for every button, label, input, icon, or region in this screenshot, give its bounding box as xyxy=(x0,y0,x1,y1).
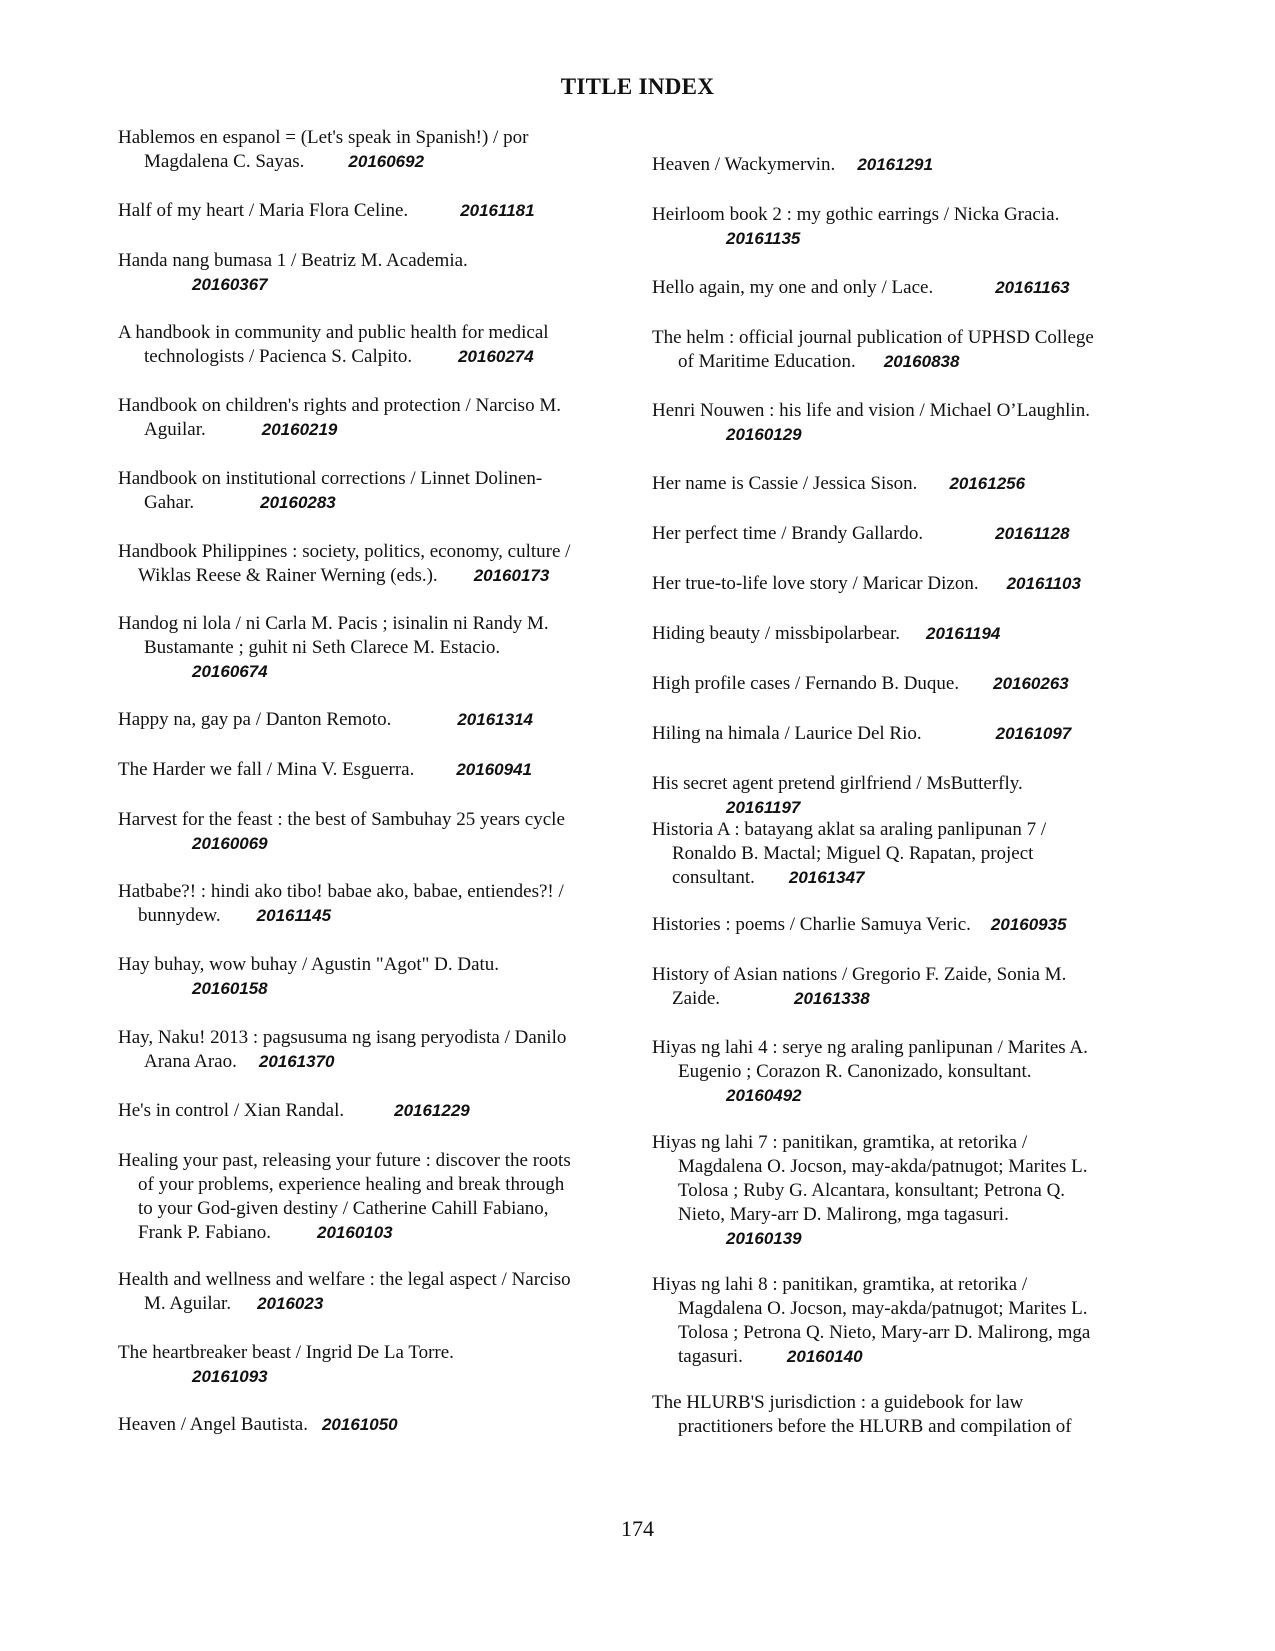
entry-line: Half of my heart / Maria Flora Celine. xyxy=(118,200,409,221)
entry-line: Henri Nouwen : his life and vision / Michael O’Laughlin. xyxy=(652,400,1090,421)
entry-line: practitioners before the HLURB and compilation of xyxy=(678,1416,1072,1437)
entry-id: 20160367 xyxy=(192,275,268,294)
entry-id: 20160069 xyxy=(192,834,268,853)
entry-id: 20160274 xyxy=(458,347,534,366)
entry-line: Health and wellness and welfare : the legal aspect / Narciso xyxy=(118,1269,571,1290)
entry-line: Hiyas ng lahi 8 : panitikan, gramtika, at retorika / xyxy=(652,1274,1028,1295)
entry-line: Wiklas Reese & Rainer Werning (eds.). xyxy=(138,565,438,586)
entry-line: Arana Arao. xyxy=(144,1051,237,1072)
index-entry xyxy=(118,1149,628,1245)
entry-line: Handa nang bumasa 1 / Beatriz M. Academia. xyxy=(118,250,468,271)
index-entry xyxy=(652,672,1162,696)
entry-id: 20161338 xyxy=(794,989,870,1008)
entry-id: 20160140 xyxy=(786,1347,863,1366)
entry-line: He's in control / Xian Randal. xyxy=(118,1100,345,1121)
index-entry xyxy=(652,1273,1162,1369)
entry-id: 20161370 xyxy=(258,1052,335,1071)
index-entry xyxy=(118,708,628,732)
index-entry xyxy=(118,1026,628,1074)
entry-line: The heartbreaker beast / Ingrid De La Torre. xyxy=(118,1342,454,1363)
entry-line: High profile cases / Fernando B. Duque. xyxy=(652,673,960,694)
entry-line: consultant. xyxy=(672,867,755,888)
entry-line: Hay buhay, wow buhay / Agustin "Agot" D. Datu. xyxy=(118,954,500,975)
entry-line: tagasuri. xyxy=(678,1346,743,1367)
index-entry xyxy=(118,1099,628,1123)
entry-line: The helm : official journal publication of UPHSD College xyxy=(652,327,1094,348)
entry-line: History of Asian nations / Gregorio F. Zaide, Sonia M. xyxy=(652,964,1067,985)
entry-line: Magdalena C. Sayas. xyxy=(144,151,305,172)
entry-line: Heirloom book 2 : my gothic earrings / Nicka Gracia. xyxy=(652,204,1060,225)
entry-id: 20161145 xyxy=(256,906,332,925)
entry-line: Harvest for the feast : the best of Sambuhay 25 years cycle xyxy=(118,809,565,830)
index-entry xyxy=(652,522,1162,546)
index-entry xyxy=(118,1413,628,1437)
entry-id: 20160674 xyxy=(192,662,268,681)
index-entry xyxy=(652,203,1162,251)
entry-id: 20161163 xyxy=(995,278,1070,297)
entry-id: 20161229 xyxy=(394,1101,470,1120)
entry-line: Ronaldo B. Mactal; Miguel Q. Rapatan, project xyxy=(672,843,1034,864)
index-entry xyxy=(118,394,628,442)
index-entry xyxy=(652,153,1162,177)
entry-line: Magdalena O. Jocson, may-akda/patnugot; Marites L. xyxy=(678,1298,1088,1319)
entry-line: Gahar. xyxy=(144,492,195,513)
entry-id: 20160158 xyxy=(192,979,268,998)
index-entry xyxy=(118,126,628,174)
entry-line: Histories : poems / Charlie Samuya Veric. xyxy=(652,914,971,935)
entry-id: 20161194 xyxy=(926,624,1001,643)
entry-line: His secret agent pretend girlfriend / MsButterfly. xyxy=(652,773,1023,794)
index-entry xyxy=(118,1268,628,1316)
entry-line: Hablemos en espanol = (Let's speak in Spanish!) / por xyxy=(118,127,529,148)
entry-id: 20160283 xyxy=(260,493,336,512)
entry-id: 20161256 xyxy=(949,474,1026,493)
index-entry xyxy=(118,612,628,684)
entry-id: 20161097 xyxy=(995,724,1072,743)
entry-id: 20160139 xyxy=(726,1229,802,1248)
index-entry xyxy=(652,572,1162,596)
entry-line: technologists / Pacienca S. Calpito. xyxy=(144,346,413,367)
entry-line: Historia A : batayang aklat sa araling panlipunan 7 / xyxy=(652,819,1047,840)
entry-id: 20161314 xyxy=(457,710,533,729)
index-entry xyxy=(652,399,1162,447)
entry-line: Aguilar. xyxy=(144,419,206,440)
entry-id: 20160838 xyxy=(883,352,960,371)
entry-line: to your God-given destiny / Catherine Cahill Fabiano, xyxy=(138,1198,549,1219)
index-entry xyxy=(652,963,1162,1011)
entry-id: 20160692 xyxy=(348,152,425,171)
entry-line: Her perfect time / Brandy Gallardo. xyxy=(652,523,924,544)
index-entry xyxy=(652,1131,1162,1251)
index-entry xyxy=(652,276,1162,300)
index-entry xyxy=(118,199,628,223)
index-entry xyxy=(652,472,1162,496)
index-entry xyxy=(652,1036,1162,1108)
entry-id: 20160935 xyxy=(990,915,1067,934)
entry-line: Hiding beauty / missbipolarbear. xyxy=(652,623,901,644)
entry-id: 20161128 xyxy=(995,524,1070,543)
entry-line: Her true-to-life love story / Maricar Dizon. xyxy=(652,573,979,594)
entry-line: Hiyas ng lahi 7 : panitikan, gramtika, at retorika / xyxy=(652,1132,1028,1153)
entry-line: Handbook Philippines : society, politics, economy, culture / xyxy=(118,541,571,562)
entry-id: 20160173 xyxy=(473,566,550,585)
entry-line: Tolosa ; Petrona Q. Nieto, Mary-arr D. Malirong, mga xyxy=(678,1322,1091,1343)
entry-line: The Harder we fall / Mina V. Esguerra. xyxy=(118,759,415,780)
entry-id: 20160492 xyxy=(726,1086,802,1105)
page-number: 174 xyxy=(621,1516,654,1541)
index-entry xyxy=(118,953,628,1001)
index-entry xyxy=(652,772,1162,820)
index-entry xyxy=(118,1341,628,1389)
entry-line: Her name is Cassie / Jessica Sison. xyxy=(652,473,918,494)
entry-line: Hay, Naku! 2013 : pagsusuma ng isang peryodista / Danilo xyxy=(118,1027,567,1048)
index-entry xyxy=(652,326,1162,374)
index-entry xyxy=(118,880,628,928)
index-entry xyxy=(118,321,628,369)
entry-line: Zaide. xyxy=(672,988,721,1009)
index-entry xyxy=(652,913,1162,937)
entry-id: 20160263 xyxy=(993,674,1069,693)
entry-id: 20161197 xyxy=(726,798,801,817)
entry-line: Heaven / Angel Bautista. xyxy=(118,1414,308,1435)
entry-id: 20160103 xyxy=(317,1223,393,1242)
entry-id: 20160941 xyxy=(456,760,532,779)
index-entry xyxy=(118,808,628,856)
entry-id: 20161291 xyxy=(857,155,933,174)
entry-line: Hiyas ng lahi 4 : serye ng araling panlipunan / Marites A. xyxy=(652,1037,1088,1058)
entry-id: 20161050 xyxy=(321,1415,398,1434)
entry-line: Nieto, Mary-arr D. Malirong, mga tagasuri. xyxy=(678,1204,1009,1225)
entry-line: Handbook on institutional corrections / Linnet Dolinen- xyxy=(118,468,543,489)
entry-id: 20161347 xyxy=(788,868,865,887)
index-entry xyxy=(652,1391,1162,1439)
entry-line: Healing your past, releasing your future : discover the roots xyxy=(118,1150,571,1171)
entry-id: 20161181 xyxy=(460,201,535,220)
entry-line: A handbook in community and public health for medical xyxy=(118,322,549,343)
entry-id: 20161135 xyxy=(726,229,801,248)
page-title: TITLE INDEX xyxy=(560,74,715,99)
entry-id: 20160129 xyxy=(726,425,802,444)
entry-line: of your problems, experience healing and break through xyxy=(138,1174,565,1195)
entry-line: Happy na, gay pa / Danton Remoto. xyxy=(118,709,392,730)
index-entry xyxy=(118,467,628,515)
entry-line: Bustamante ; guhit ni Seth Clarece M. Estacio. xyxy=(144,637,501,658)
entry-line: Eugenio ; Corazon R. Canonizado, konsultant. xyxy=(678,1061,1032,1082)
entry-id: 20161093 xyxy=(192,1367,268,1386)
entry-line: Tolosa ; Ruby G. Alcantara, konsultant; Petrona Q. xyxy=(678,1180,1066,1201)
entry-id: 20160219 xyxy=(261,420,338,439)
entry-id: 20161103 xyxy=(1006,574,1081,593)
entry-line: Magdalena O. Jocson, may-akda/patnugot; Marites L. xyxy=(678,1156,1088,1177)
entry-line: M. Aguilar. xyxy=(144,1293,232,1314)
entry-line: Handbook on children's rights and protection / Narciso M. xyxy=(118,395,561,416)
index-entry xyxy=(118,249,628,297)
entry-line: of Maritime Education. xyxy=(678,351,856,372)
index-entry xyxy=(118,540,628,588)
entry-line: bunnydew. xyxy=(138,905,221,926)
entry-line: Heaven / Wackymervin. xyxy=(652,154,836,175)
index-entry xyxy=(652,622,1162,646)
entry-line: Frank P. Fabiano. xyxy=(138,1222,271,1243)
entry-line: Hiling na himala / Laurice Del Rio. xyxy=(652,723,922,744)
index-entry xyxy=(652,722,1162,746)
entry-id: 2016023 xyxy=(257,1294,324,1313)
entry-line: Hatbabe?! : hindi ako tibo! babae ako, babae, entiendes?! / xyxy=(118,881,564,902)
index-entry xyxy=(652,818,1162,890)
index-entry xyxy=(118,758,628,782)
entry-line: Handog ni lola / ni Carla M. Pacis ; isinalin ni Randy M. xyxy=(118,613,549,634)
entry-line: The HLURB'S jurisdiction : a guidebook for law xyxy=(652,1392,1024,1413)
entry-line: Hello again, my one and only / Lace. xyxy=(652,277,934,298)
